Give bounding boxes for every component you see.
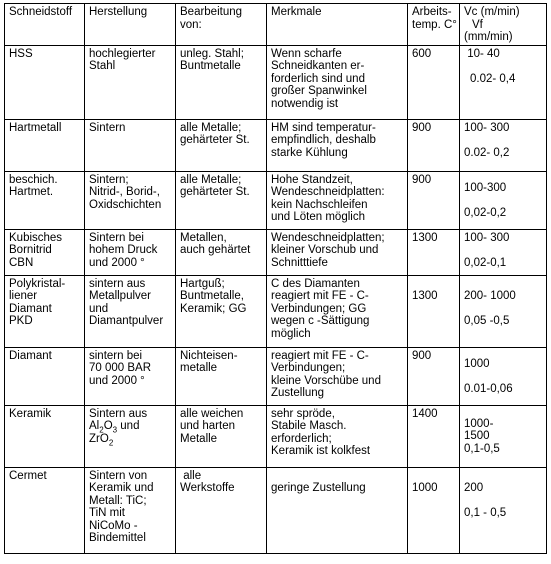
cell-text: gehärteter St.: [180, 134, 250, 146]
cell-text: forderlich sind und: [271, 72, 365, 85]
formula-line: [89, 433, 172, 446]
cell-text: wegen c -Sättigung: [271, 315, 370, 327]
cell-machining: [176, 405, 267, 467]
cell-text: 1000: [412, 481, 438, 494]
cell-text: Sintern bei: [89, 231, 144, 244]
cell-text: hochlegierter: [89, 47, 156, 60]
cell-text: Polykristal-: [9, 277, 66, 290]
cell-features: [267, 45, 408, 119]
cutting-materials-table: [4, 3, 547, 554]
cell-text: NiCoMo -: [89, 519, 138, 532]
cell-speed: [460, 467, 547, 553]
cell-temp: 1400: [408, 405, 460, 467]
cell-vc: 1000-: [464, 417, 494, 430]
cell-vf: 0.02- 0,4: [470, 72, 516, 85]
cell-vc: 100- 300: [464, 231, 510, 244]
cell-text: Nichteisen-: [180, 349, 238, 362]
cell-vc: 100-300: [464, 181, 507, 194]
cell-text: Al: [89, 420, 100, 432]
cell-text: Stabile Masch.: [271, 420, 347, 432]
cell-vc: 200: [464, 481, 484, 494]
cell-text: O: [103, 420, 113, 432]
cell-text: kleine Vorschübe und: [271, 374, 381, 387]
table-row: [5, 467, 547, 553]
header-manufacture: Herstellung: [85, 4, 176, 46]
cell-text: Schnitttiefe: [271, 256, 328, 269]
cell-machining: [176, 229, 267, 275]
cell-vf: 0,1 - 0,5: [464, 506, 507, 519]
cell-text: Oxidschichten: [89, 198, 162, 211]
cell-features: [267, 347, 408, 405]
cell-manufacture: [85, 275, 176, 347]
cell-machining: [176, 347, 267, 405]
cell-speed: [460, 275, 547, 347]
cell-speed: [460, 347, 547, 405]
cell-speed: [460, 171, 547, 229]
cell-text: Keramik; GG: [180, 302, 247, 315]
cell-manufacture: [85, 171, 176, 229]
cell-text: Metalle: [180, 432, 218, 445]
cell-temp: 600: [408, 45, 460, 119]
cell-text: Metallpulver: [89, 290, 151, 302]
table-row: [5, 405, 547, 467]
header-machining: [176, 4, 267, 46]
cell-text: Keramik: [9, 407, 52, 420]
cell-text: Hartmetall: [9, 121, 62, 134]
header-speed-line: Vc (m/min): [464, 6, 520, 18]
cell-text: metalle: [180, 362, 218, 374]
cell-text: unleg. Stahl;: [180, 47, 244, 60]
cell-text: Keramik ist kolkfest: [271, 445, 371, 457]
cell-text: Zustellung: [271, 387, 325, 399]
cell-manufacture: [85, 467, 176, 553]
cell-text: reagiert mit FE - C-: [271, 290, 369, 302]
cell-material: [5, 467, 85, 553]
cell-material: [5, 45, 85, 119]
cell-text: und: [89, 302, 109, 315]
header-temp-line: Arbeits-: [412, 6, 452, 18]
cell-vf: 0,05 -0,5: [464, 314, 510, 327]
cell-text: liener: [9, 290, 38, 302]
cell-text: Sintern: [89, 121, 126, 134]
cell-text: auch gehärtet: [180, 244, 251, 256]
cell-vc: 1000: [464, 357, 490, 370]
cell-features: [267, 467, 408, 553]
cell-text: Stahl: [89, 60, 116, 72]
cell-text: Diamant: [9, 349, 52, 362]
cell-text: kleiner Vorschub und: [271, 244, 379, 256]
cell-text: reagiert mit FE - C-: [271, 349, 369, 362]
subscript: 2: [99, 425, 104, 435]
cell-vc: 200- 1000: [464, 289, 516, 302]
cell-text: C des Diamanten: [271, 277, 360, 290]
cell-text: starke Kühlung: [271, 146, 348, 159]
cell-temp: [408, 467, 460, 553]
cell-text: Buntmetalle,: [180, 290, 244, 302]
cell-features: [267, 171, 408, 229]
cell-text: kein Nachschleifen: [271, 198, 368, 211]
cell-text: Sintern von: [89, 469, 148, 482]
cell-text: HSS: [9, 47, 33, 60]
header-temp: [408, 4, 460, 46]
cell-text: CBN: [9, 256, 34, 269]
formula-line: [89, 420, 172, 433]
cell-text: Schneidkanten er-: [271, 60, 365, 72]
cell-text: 1300: [412, 289, 438, 302]
cell-text: Hartguß;: [180, 277, 225, 290]
cell-text: alle Metalle;: [180, 173, 242, 186]
subscript: 2: [108, 437, 114, 447]
cell-text: und 2000 °: [89, 256, 145, 269]
cell-text: ZrO: [89, 432, 109, 445]
cell-temp: 900: [408, 347, 460, 405]
cell-vc: 1500: [464, 430, 490, 443]
cell-material: [5, 347, 85, 405]
cell-text: Wenn scharfe: [271, 47, 342, 60]
cell-text: hohem Druck: [89, 244, 158, 256]
subscript: 3: [112, 425, 118, 435]
cell-text: HM sind temperatur-: [271, 121, 376, 134]
cell-text: TiN mit: [89, 507, 125, 519]
cell-speed: [460, 45, 547, 119]
cell-text: Sintern;: [89, 173, 129, 186]
header-features: Merkmale: [267, 4, 408, 46]
cell-machining: [176, 171, 267, 229]
header-speed-line: Vf: [472, 18, 483, 31]
cell-text: sehr spröde,: [271, 407, 335, 420]
cell-speed: [460, 405, 547, 467]
cell-text: Werkstoffe: [180, 482, 235, 494]
cell-speed: [460, 229, 547, 275]
table-row: [5, 347, 547, 405]
cell-text: Bindemittel: [89, 532, 146, 544]
header-speed-line: (mm/min): [464, 31, 513, 43]
cell-text: PKD: [9, 315, 33, 327]
cell-machining: [176, 467, 267, 553]
cell-features: [267, 405, 408, 467]
cell-text: erforderlich;: [271, 432, 332, 445]
cell-text: Metall: TiC;: [89, 494, 147, 507]
table-row: [5, 229, 547, 275]
cell-text: empfindlich, deshalb: [271, 134, 376, 146]
table-row: [5, 45, 547, 119]
cell-temp: 1300: [408, 229, 460, 275]
cell-features: [267, 119, 408, 171]
header-row: [5, 4, 547, 46]
cell-machining: [176, 45, 267, 119]
cell-manufacture: [85, 347, 176, 405]
cell-vf: 0,1-0,5: [464, 442, 500, 455]
header-machining-line: von:: [180, 18, 202, 31]
cell-text: notwendig ist: [271, 97, 339, 110]
cell-manufacture: [85, 229, 176, 275]
cell-machining: [176, 275, 267, 347]
cell-text: alle: [180, 469, 202, 482]
cell-machining: [176, 119, 267, 171]
cell-text: alle weichen: [180, 407, 244, 420]
cell-material: [5, 119, 85, 171]
table-row: [5, 275, 547, 347]
cell-temp: 900: [408, 119, 460, 171]
cell-text: alle Metalle;: [180, 121, 242, 134]
cell-text: Verbindungen; GG: [271, 302, 367, 315]
cell-text: und harten: [180, 420, 235, 432]
cell-text: sintern aus: [89, 277, 146, 290]
cell-vf: 0,02-0,2: [464, 206, 507, 219]
cell-manufacture: [85, 45, 176, 119]
cell-manufacture: [85, 405, 176, 467]
cell-text: Diamant: [9, 302, 52, 315]
cell-text: gehärteter St.: [180, 186, 250, 198]
cell-text: möglich: [271, 327, 311, 340]
cell-text: sintern bei: [89, 349, 143, 362]
cell-text: Verbindungen;: [271, 362, 346, 374]
cell-vf: 0,02-0,1: [464, 256, 507, 269]
cell-temp: [408, 275, 460, 347]
cell-text: Hartmet.: [9, 186, 54, 198]
header-temp-line: temp. C°: [412, 18, 457, 31]
cell-text: und Löten möglich: [271, 211, 365, 223]
cell-speed: [460, 119, 547, 171]
cell-features: [267, 275, 408, 347]
header-speed: [460, 4, 547, 46]
table-row: [5, 171, 547, 229]
cell-text: Nitrid-, Borid-,: [89, 186, 160, 198]
cell-text: Bornitrid: [9, 244, 52, 256]
cell-material: [5, 171, 85, 229]
cell-text: Hohe Standzeit,: [271, 173, 353, 186]
cell-vf: 0.02- 0,2: [464, 146, 510, 159]
cell-text: und 2000 °: [89, 374, 145, 387]
cell-text: Sintern aus: [89, 407, 148, 420]
cell-text: Cermet: [9, 469, 47, 482]
cell-manufacture: [85, 119, 176, 171]
cell-features: [267, 229, 408, 275]
cell-text: Wendeschneidplatten;: [271, 231, 385, 244]
cell-text: 70 000 BAR: [89, 362, 152, 374]
cell-text: Diamantpulver: [89, 315, 164, 327]
cell-text: großer Spanwinkel: [271, 85, 367, 97]
cell-text: Buntmetalle: [180, 60, 241, 72]
cell-text: geringe Zustellung: [271, 481, 366, 494]
cell-temp: 900: [408, 171, 460, 229]
cell-material: [5, 229, 85, 275]
cell-text: Metallen,: [180, 231, 227, 244]
cell-vf: 0.01-0,06: [464, 382, 513, 395]
cell-vc: 100- 300: [464, 121, 510, 134]
cell-material: [5, 275, 85, 347]
cell-text: beschich.: [9, 173, 58, 186]
cell-vc: 10- 40: [464, 47, 500, 60]
cell-text: Wendeschneidplatten:: [271, 186, 385, 198]
table-row: [5, 119, 547, 171]
cell-text: und: [117, 420, 140, 432]
header-machining-line: Bearbeitung: [180, 6, 243, 18]
cell-text: Kubisches: [9, 231, 63, 244]
cell-material: [5, 405, 85, 467]
header-material: Schneidstoff: [5, 4, 85, 46]
cell-text: Keramik und: [89, 482, 154, 494]
